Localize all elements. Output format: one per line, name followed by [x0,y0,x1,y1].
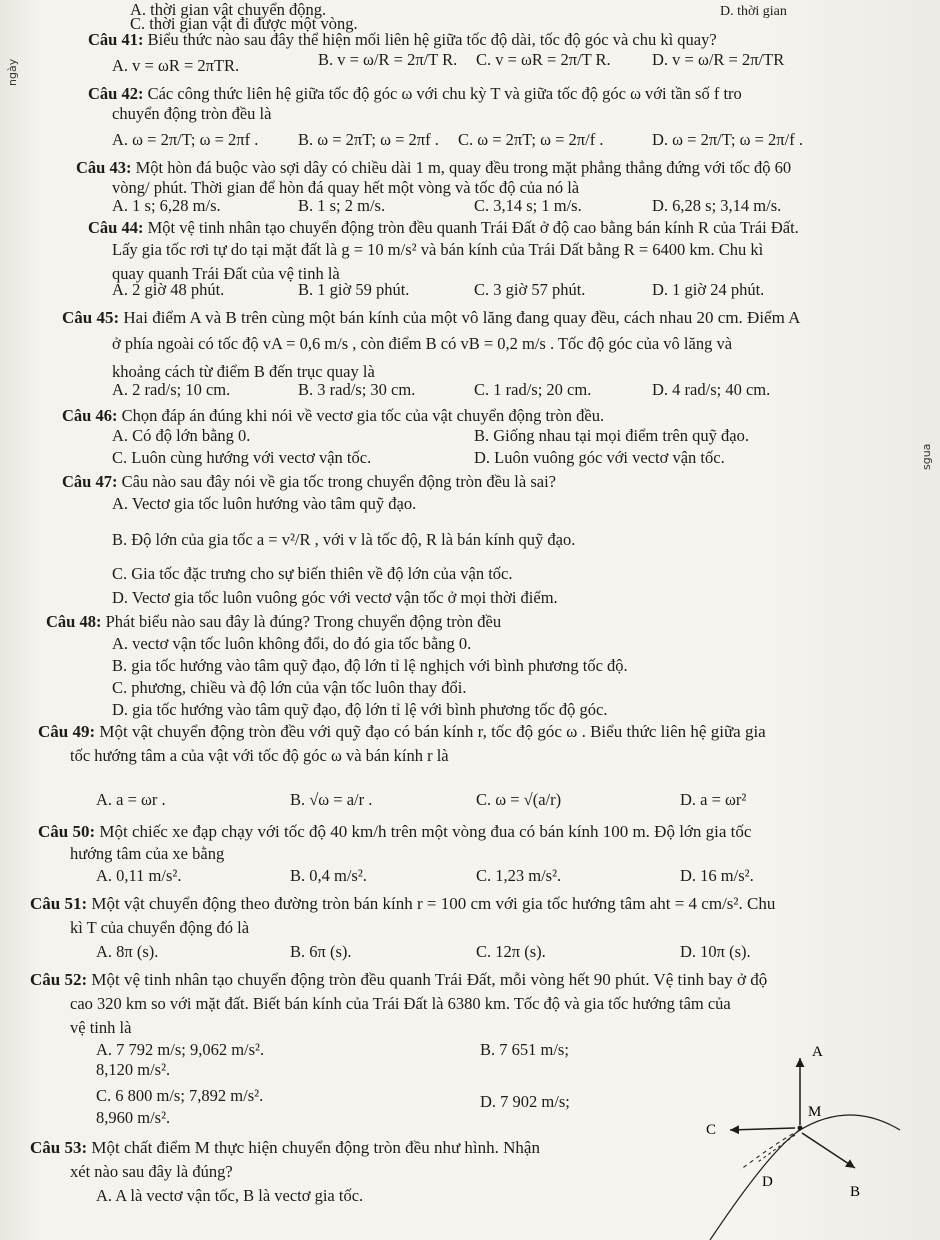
q43-option-c: C. 3,14 s; 1 m/s. [474,196,582,215]
q46-option-a: A. Có độ lớn bằng 0. [112,426,251,445]
q52-option-b-cont: 8,120 m/s². [96,1060,171,1079]
q42-option-b: B. ω = 2πT; ω = 2πf . [298,130,439,149]
q51-option-d: D. 10π (s). [680,942,751,961]
question-41: Câu 41: Biểu thức nào sau đây thể hiện mối liên hệ giữa tốc độ dài, tốc độ góc và chu kì quay? [88,30,717,49]
q41-option-c: C. v = ωR = 2π/T R. [476,50,611,69]
question-52: Câu 52: Một vệ tinh nhân tạo chuyển động tròn đều quanh Trái Đất, mỗi vòng hết 90 phút. Vệ tinh bay ở độ [30,970,768,989]
label-d: D [762,1174,773,1190]
question-47: Câu 47: Câu nào sau đây nói về gia tốc trong chuyển động tròn đều là sai? [62,472,556,491]
q48-option-d: D. gia tốc hướng vào tâm quỹ đạo, độ lớn tỉ lệ với bình phương tốc độ góc. [112,700,608,719]
question-45-cont: ở phía ngoài có tốc độ vA = 0,6 m/s , còn điểm B có vB = 0,2 m/s . Tốc độ góc của vô lăng và [112,334,733,353]
q46-option-b: B. Giống nhau tại mọi điểm trên quỹ đạo. [474,426,749,445]
q51-option-b: B. 6π (s). [290,942,352,961]
q47-option-c: C. Gia tốc đặc trưng cho sự biến thiên về độ lớn của vận tốc. [112,564,513,583]
top-option-d: D. thời gian [720,4,787,19]
question-42: Câu 42: Các công thức liên hệ giữa tốc độ góc ω với chu kỳ T và giữa tốc độ góc ω với tần số f tro [88,84,742,103]
q50-option-b: B. 0,4 m/s². [290,866,367,885]
label-m: M [808,1104,822,1120]
q52-option-c: C. 6 800 m/s; 7,892 m/s². [96,1086,264,1105]
question-44-cont: Lấy gia tốc rơi tự do tại mặt đất là g = 10 m/s² và bán kính của Trái Dất bằng R = 6400 km. Chu kì [112,240,764,259]
q43-option-a: A. 1 s; 6,28 m/s. [112,196,221,215]
circular-motion-figure [650,1000,910,1240]
trajectory-arc [710,1115,900,1240]
vector-b [802,1133,855,1168]
q41-option-d: D. v = ω/R = 2π/TR [652,50,785,69]
question-44: Câu 44: Một vệ tinh nhân tạo chuyển động tròn đều quanh Trái Đất ở độ cao bằng bán kính R của Trái Đất. [88,218,799,237]
q45-option-a: A. 2 rad/s; 10 cm. [112,380,231,399]
q50-option-d: D. 16 m/s². [680,866,754,885]
question-49-cont: tốc hướng tâm a của vật với tốc độ góc ω và bán kính r là [70,746,449,765]
q41-option-a: A. v = ωR = 2πTR. [112,56,240,75]
q48-option-b: B. gia tốc hướng vào tâm quỹ đạo, độ lớn tỉ lệ nghịch với bình phương tốc độ. [112,656,628,675]
question-42-cont: chuyển động tròn đều là [112,104,272,123]
margin-note-right: sgua [920,443,933,470]
q44-option-d: D. 1 giờ 24 phút. [652,280,765,299]
q41-option-b: B. v = ω/R = 2π/T R. [318,50,458,69]
question-52-cont: cao 320 km so với mặt đất. Biết bán kính của Trái Đất là 6380 km. Tốc độ và gia tốc hướng tâm của [70,994,731,1013]
q46-option-d: D. Luôn vuông góc với vectơ vận tốc. [474,448,725,467]
question-43-cont: vòng/ phút. Thời gian để hòn đá quay hết một vòng và tốc độ của nó là [112,178,580,197]
q47-option-a: A. Vectơ gia tốc luôn hướng vào tâm quỹ đạo. [112,494,417,513]
q52-option-d-cont: 8,960 m/s². [96,1108,171,1127]
question-45: Câu 45: Hai điểm A và B trên cùng một bán kính của một vô lăng đang quay đều, cách nhau 20 cm. Điểm A [62,308,801,327]
q45-option-c: C. 1 rad/s; 20 cm. [474,380,592,399]
q42-option-d: D. ω = 2π/T; ω = 2π/f . [652,130,803,149]
vector-d [758,1135,795,1162]
question-53: Câu 53: Một chất điểm M thực hiện chuyển động tròn đều như hình. Nhận [30,1138,540,1157]
q45-option-b: B. 3 rad/s; 30 cm. [298,380,416,399]
q43-option-b: B. 1 s; 2 m/s. [298,196,386,215]
q52-option-d: D. 7 902 m/s; [480,1092,570,1111]
question-50-cont: hướng tâm của xe bằng [70,844,225,863]
q53-option-a: A. A là vectơ vận tốc, B là vectơ gia tốc. [96,1186,364,1205]
question-50: Câu 50: Một chiếc xe đạp chạy với tốc độ 40 km/h trên một vòng đua có bán kính 100 m. Độ lớn gia tốc [38,822,752,841]
q43-option-d: D. 6,28 s; 3,14 m/s. [652,196,782,215]
question-46: Câu 46: Chọn đáp án đúng khi nói về vectơ gia tốc của vật chuyển động tròn đều. [62,406,605,425]
q45-option-d: D. 4 rad/s; 40 cm. [652,380,771,399]
question-51: Câu 51: Một vật chuyển động theo đường tròn bán kính r = 100 cm với gia tốc hướng tâm aht = 4 cm/s². Chu [30,894,776,913]
q47-option-b: B. Độ lớn của gia tốc a = v²/R , với v là tốc độ, R là bán kính quỹ đạo. [112,530,576,549]
q42-option-a: A. ω = 2π/T; ω = 2πf . [112,130,259,149]
question-52-cont2: vệ tinh là [70,1018,132,1037]
question-48: Câu 48: Phát biểu nào sau đây là đúng? Trong chuyển động tròn đều [46,612,502,631]
question-45-cont2: khoảng cách từ điểm B đến trục quay là [112,362,375,381]
q49-option-b: B. √ω = a/r . [290,790,373,809]
question-53-cont: xét nào sau đây là đúng? [70,1162,233,1181]
q52-option-a: A. 7 792 m/s; 9,062 m/s². [96,1040,265,1059]
q44-option-b: B. 1 giờ 59 phút. [298,280,410,299]
q46-option-c: C. Luôn cùng hướng với vectơ vận tốc. [112,448,372,467]
question-49: Câu 49: Một vật chuyển động tròn đều với quỹ đạo có bán kính r, tốc độ góc ω . Biểu thức liên hệ giữa gia [38,722,766,741]
q48-option-c: C. phương, chiều và độ lớn của vận tốc luôn thay đổi. [112,678,467,697]
q44-option-a: A. 2 giờ 48 phút. [112,280,225,299]
q49-option-d: D. a = ωr² [680,790,747,809]
q50-option-c: C. 1,23 m/s². [476,866,562,885]
q49-option-a: A. a = ωr . [96,790,166,809]
question-43: Câu 43: Một hòn đá buộc vào sợi dây có chiều dài 1 m, quay đều trong mặt phẳng thẳng đứng với tốc độ 60 [76,158,792,177]
question-51-cont: kì T của chuyển động đó là [70,918,250,937]
q51-option-a: A. 8π (s). [96,942,159,961]
q51-option-c: C. 12π (s). [476,942,546,961]
question-44-cont2: quay quanh Trái Đất của vệ tinh là [112,264,340,283]
q49-option-c: C. ω = √(a/r) [476,790,562,809]
q48-option-a: A. vectơ vận tốc luôn không đổi, do đó gia tốc bằng 0. [112,634,472,653]
label-a: A [812,1044,823,1060]
vector-c [730,1128,795,1130]
q44-option-c: C. 3 giờ 57 phút. [474,280,586,299]
margin-note-left: ngày [6,58,19,86]
top-option-a: A. thời gian vật chuyển động. [130,0,327,19]
point-m [798,1126,803,1131]
q52-option-b: B. 7 651 m/s; [480,1040,569,1059]
q47-option-d: D. Vectơ gia tốc luôn vuông góc với vectơ vận tốc ở mọi thời điểm. [112,588,558,607]
q42-option-c: C. ω = 2πT; ω = 2π/f . [458,130,604,149]
label-c: C [706,1122,717,1138]
top-option-c: C. thời gian vật đi được một vòng. [130,14,358,33]
label-b: B [850,1184,861,1200]
trajectory-dashed [740,1130,800,1170]
q50-option-a: A. 0,11 m/s². [96,866,182,885]
